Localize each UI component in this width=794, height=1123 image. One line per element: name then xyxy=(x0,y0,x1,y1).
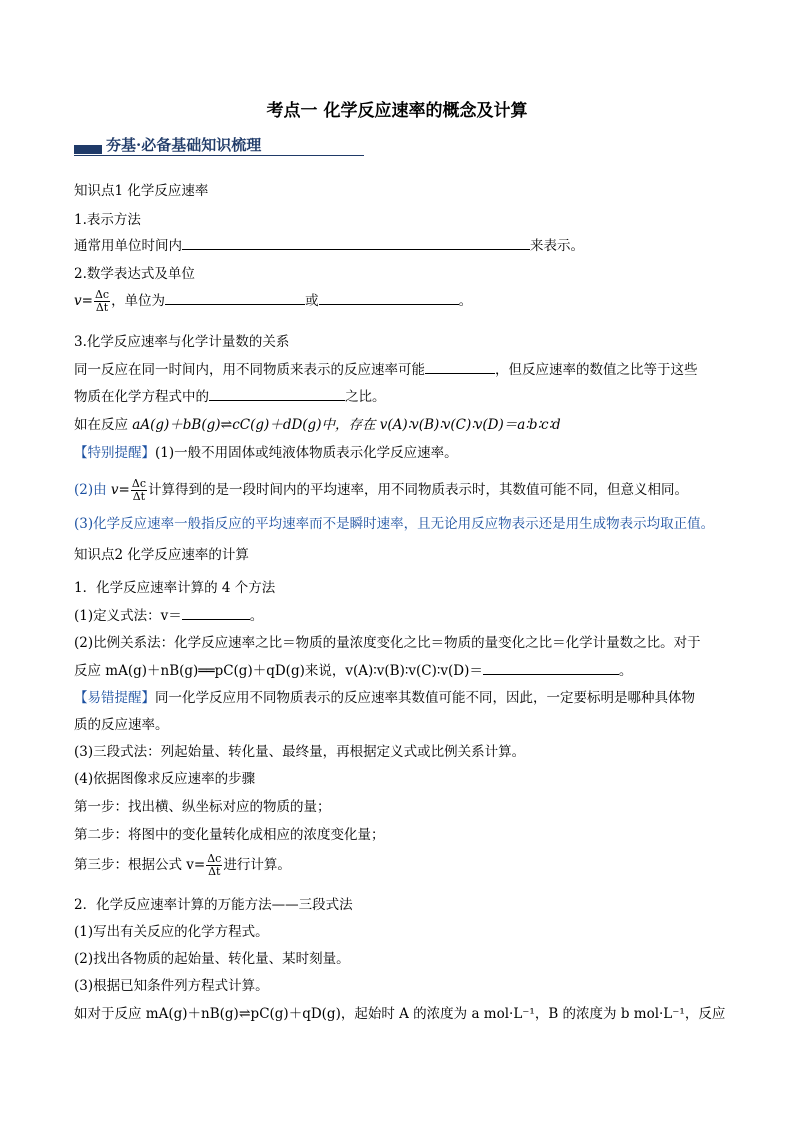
subheading-1: 1.表示方法 xyxy=(74,212,141,228)
text: ，但反应速率的数值之比等于这些 xyxy=(495,362,698,378)
equation-left: aA(g)＋bB(g) xyxy=(132,417,221,433)
banner-bar xyxy=(74,145,102,154)
subheading-3: 3.化学反应速率与化学计量数的关系 xyxy=(74,334,290,350)
calc-2-1: (1)写出有关反应的化学方程式。 xyxy=(74,924,269,940)
text: 如在反应 xyxy=(74,417,133,433)
text: 。 xyxy=(458,293,473,309)
text: 进行计算。 xyxy=(223,857,291,873)
formula: v= xyxy=(110,482,130,498)
fraction xyxy=(94,289,110,314)
numerator: Δc xyxy=(131,477,146,490)
text: (2)由 xyxy=(74,482,111,498)
blank xyxy=(425,359,495,374)
text: 反应 mA(g)＋nB(g)══pC(g)＋qD(g)来说，v(A)∶v(B)∶v(C)∶v(D)＝ xyxy=(74,663,483,679)
calc-1-4: (4)依据图像求反应速率的步骤 xyxy=(74,771,256,787)
text: 或 xyxy=(305,293,319,309)
tip-label: 【特别提醒】 xyxy=(74,445,155,461)
reversible-arrow-icon: ⇌ xyxy=(238,1006,251,1022)
denominator: Δt xyxy=(95,301,109,314)
knowledge-point-1: 知识点1 化学反应速率 xyxy=(74,183,209,199)
text: ，单位为 xyxy=(111,293,166,309)
tip-1-line-2 xyxy=(74,478,688,503)
para-3c xyxy=(74,413,561,433)
blank xyxy=(182,235,530,250)
step-3 xyxy=(74,853,291,878)
line-1 xyxy=(74,234,584,254)
text: 计算得到的是一段时间内的平均速率，用不同物质表示时，其数值可能不同，但意义相同。 xyxy=(147,482,688,498)
line-2 xyxy=(74,289,472,314)
calc-1-1 xyxy=(74,604,263,624)
text: 物质在化学方程式中的 xyxy=(74,389,209,405)
knowledge-point-2: 知识点2 化学反应速率的计算 xyxy=(74,547,249,563)
text: (1)定义式法：v＝ xyxy=(74,608,182,624)
denominator: Δt xyxy=(132,490,146,503)
tip-1-line-3 xyxy=(74,512,714,532)
last-line xyxy=(74,1002,725,1022)
numerator: Δc xyxy=(94,288,110,301)
blank xyxy=(483,660,619,675)
calc-heading-2: 2．化学反应速率计算的万能方法——三段式法 xyxy=(74,897,353,913)
blank xyxy=(319,290,459,305)
para-3b xyxy=(74,385,386,405)
blank xyxy=(182,605,250,620)
banner-text: 夯基·必备基础知识梳理 xyxy=(106,136,262,154)
text: 。 xyxy=(249,608,264,624)
tip-1-line-1 xyxy=(74,441,458,461)
text: 同一反应在同一时间内，用不同物质来表示的反应速率可能 xyxy=(74,362,425,378)
reversible-arrow-icon: ⇌ xyxy=(220,417,233,433)
tip-2-line-2: 质的反应速率。 xyxy=(74,717,169,733)
text: 来表示。 xyxy=(530,238,584,254)
subheading-2: 2.数学表达式及单位 xyxy=(74,266,195,282)
equation-right: cC(g)＋dD(g)中，存在 v(A)∶v(B)∶v(C)∶v(D)＝a∶b∶c∶d xyxy=(232,417,561,433)
page-title: 考点一 化学反应速率的概念及计算 xyxy=(266,101,528,121)
calc-1-2a: (2)比例关系法：化学反应速率之比＝物质的量浓度变化之比＝物质的量变化之比＝化学计量数之比。对于 xyxy=(74,635,701,651)
text: 。 xyxy=(618,663,633,679)
step-1: 第一步：找出横、纵坐标对应的物质的量； xyxy=(74,799,331,815)
text: (3)化学反应速率一般指反应的平均速率而不是瞬时速率，且无论用反应物表示还是用生成物表示均取正值。 xyxy=(74,516,715,532)
calc-2-3: (3)根据已知条件列方程式计算。 xyxy=(74,978,269,994)
fraction xyxy=(206,853,222,878)
calc-2-2: (2)找出各物质的起始量、转化量、某时刻量。 xyxy=(74,951,350,967)
text: (1)一般不用固体或纯液体物质表示化学反应速率。 xyxy=(155,445,458,461)
calc-heading-1: 1．化学反应速率计算的 4 个方法 xyxy=(74,580,276,596)
fraction xyxy=(131,478,147,503)
calc-1-2b xyxy=(74,659,632,679)
blank xyxy=(209,386,345,401)
text: 通常用单位时间内 xyxy=(74,238,182,254)
para-3a xyxy=(74,358,698,378)
blank xyxy=(165,290,305,305)
tip-label: 【易错提醒】 xyxy=(74,690,155,706)
formula: v= xyxy=(74,293,93,309)
tip-2-line-1 xyxy=(74,686,695,706)
step-2: 第二步：将图中的变化量转化成相应的浓度变化量； xyxy=(74,827,385,843)
text: 第三步：根据公式 v= xyxy=(74,857,206,873)
text: 如对于反应 mA(g)＋nB(g) xyxy=(74,1006,239,1022)
denominator: Δt xyxy=(208,865,221,878)
text: pC(g)＋qD(g)，起始时 A 的浓度为 a mol·L⁻¹，B 的浓度为 b mol·L⁻¹，反应 xyxy=(250,1006,726,1022)
banner-underline xyxy=(74,155,364,156)
numerator: Δc xyxy=(207,852,222,865)
text: 同一化学反应用不同物质表示的反应速率其数值可能不同，因此，一定要标明是哪种具体物 xyxy=(155,690,695,706)
calc-1-3: (3)三段式法：列起始量、转化量、最终量，再根据定义式或比例关系计算。 xyxy=(74,744,526,760)
text: 之比。 xyxy=(345,389,386,405)
section-banner xyxy=(74,134,364,158)
